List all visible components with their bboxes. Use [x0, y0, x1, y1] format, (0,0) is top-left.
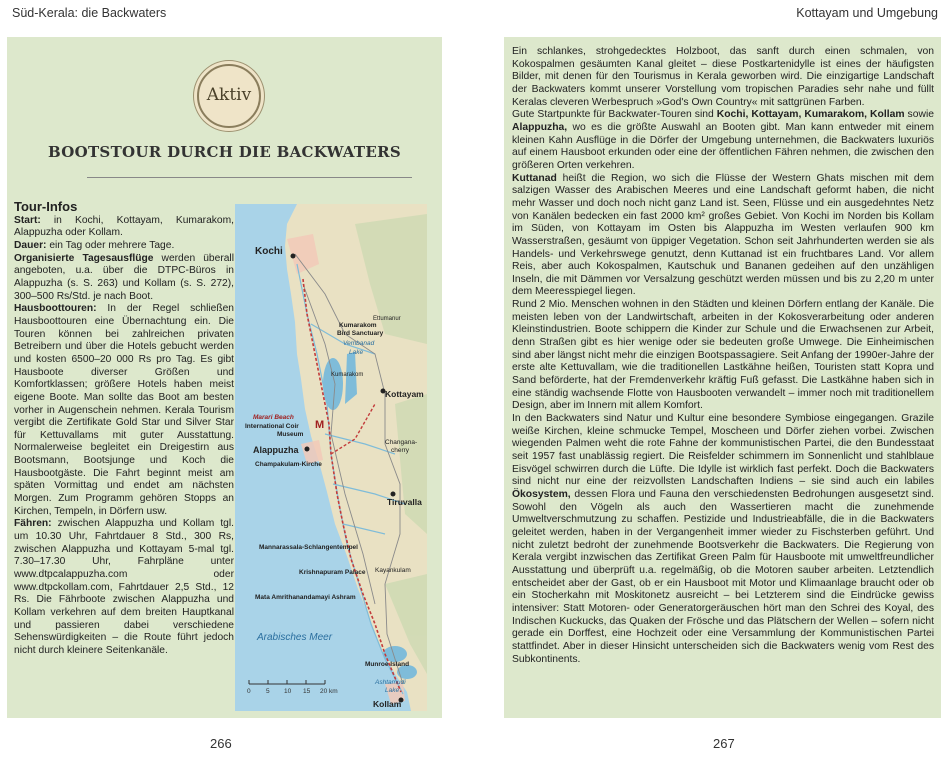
- scale-tick: 20 km: [320, 688, 338, 695]
- map-label-kochi: Kochi: [255, 246, 283, 257]
- map-label-vembanad: Vembanad: [343, 340, 375, 347]
- map-label-icm2: Museum: [277, 431, 304, 438]
- map-label-bird-sanctuary: Bird Sanctuary: [337, 330, 384, 337]
- page-number-right: 267: [713, 736, 735, 751]
- tour-dauer: Dauer: ein Tag oder mehrere Tage.: [14, 239, 175, 251]
- map-label-tiruvalla: Tiruvalla: [387, 497, 422, 507]
- map-label-alappuzha: Alappuzha: [253, 445, 299, 455]
- map-label-lake: Lake: [349, 349, 364, 356]
- page-number-left: 266: [210, 736, 232, 751]
- map-label-kumarakom-small: Kumarakom: [331, 372, 364, 378]
- map-label-mannarassala: Mannarassala-Schlangentempel: [259, 544, 358, 551]
- map-label-kayankulam: Kayankulam: [375, 567, 411, 574]
- map-label-ashtamudi: Ashtamudi: [375, 679, 406, 686]
- backwaters-map: [235, 204, 427, 711]
- map-label-changanacherry-1: Changana-: [385, 439, 418, 446]
- scale-tick: 10: [284, 688, 292, 695]
- tour-organisiert: Organisierte Tagesausflüge werden überall angeboten, u.a. über die DTPC-Büros in Alappuzha (s. S. 263) und Kollam (s. S. 272), 300–500 Rs/Std. je nach Boot.: [14, 252, 234, 302]
- map-label-kumarakom: Kumarakom: [339, 322, 377, 329]
- running-header-left: Süd-Kerala: die Backwaters: [12, 6, 167, 20]
- scale-tick: 5: [266, 688, 270, 695]
- paragraph-oekosystem: In den Backwaters sind Natur und Kultur eine besondere Symbiose eingegangen. Grazile weiße Kirchen, kleine schmucke Tempel, Moscheen und Dörfer ziehen vorbei. Zwischen wiegenden Palmen weht die rote Fahne der kommunistischen Partei, die den Bundesstaat seit 1957 fast unablässig regiert. Die Reisfelder schimmern im Sonnenlicht und stahlblaue Eisvögel schwirren durch die Lüfte. Die Idylle ist wirklich fast perfekt. Doch die Backwaters sind nicht nur eine der reizvollsten Landschaften Indiens – sie sind auch ein labiles Ökosystem, dessen Flora und Fauna den verschiedensten Bedrohungen ausgesetzt sind. Sowohl den Vögeln als auch den Wassertieren macht die zunehmende Umweltverschmutzung zu schaffen. Pestizide und Industrieabfälle, die in die Backwaters geleitet werden, haben in der Vergangenheit immer wieder zu Fischsterben geführt. Und nicht zuletzt bedroht der zunehmende Bootsverkehr die Backwaters. Die Regierung von Kerala vergibt inzwischen das Zertifikat Green Palm für Hausboote mit umweltfreundlicher Ausstattung und überprüft u.a. regelmäßig, ob die Motoren sauber arbeiten. Letztendlich entscheidet aber der Gast, ob er ein Hausboot mit Motor und Klimaanlage braucht oder ob ein Stocherkahn mit Moskitonetz ausreicht – bei Letzterem sind die Eindrücke gewiss intensiver: Statt Motoren- oder Generatorgeräuschen hört man den Schrei des Koyal, des Indischen Kuckucks, das Quaken der Frösche und das Plätschern der Wellen – sofern nicht gerade ein Dorffest, eine Hochzeit oder eine Versammlung der Kommunistischen Partei stattfindet. Aber in dieser Hinsicht unterscheiden sich die Backwaters wenig vom Rest des Subkontinents.: [512, 413, 934, 665]
- svg-text:M: M: [315, 419, 325, 431]
- scale-tick: 0: [247, 688, 251, 695]
- aktiv-box: [7, 37, 442, 718]
- map-label-champakulam: Champakulam-Kirche: [255, 461, 322, 468]
- paragraph-kuttanad: Kuttanad heißt die Region, wo sich die Flüsse der Western Ghats mischen mit dem salzigen Wasser des Arabischen Meeres und eine Landschaft geformt haben, die nicht mehr Wasser und doch noch nicht ganz Land ist. Seen, Flüsse und ein ausgedehntes Netz von Kanälen bedecken ein fast 2000 km² großes Gebiet. Von Kochi im Norden bis Kollam im Süden, von Kottayam im Osten bis Alappuzha im Westen verlaufen 900 km Wasserstraßen, gesäumt von üppiger Vegetation. Schon seit Jahrhunderten werden sie als Handels- und Verkehrswege genutzt, denn Kuttanad ist ein fruchtbares Land. Vor allem Reis, aber auch Kokospalmen, Kautschuk und Bananen gedeihen auf den unzähligen Inseln, die mit Dämmen vor Versalzung geschützt werden müssen und bis zu 2,20 m unter dem Meeresspiegel liegen.: [512, 172, 934, 298]
- main-text: [512, 46, 934, 666]
- section-title: BOOTSTOUR DURCH DIE BACKWATERS: [47, 143, 401, 161]
- running-header-right: Kottayam und Umgebung: [796, 6, 938, 20]
- map-label-ashtamudi-lake: Lake: [385, 687, 400, 694]
- tour-infos: [14, 201, 234, 658]
- paragraph-intro: Ein schlankes, strohgedecktes Holzboot, das sanft durch einen schmalen, von Kokospalmen gesäumten Kanal gleitet – diese Postkartenidylle ist eines der häufigsten Bilder, mit denen für den Tourismus in Kerala geworben wird. Die einzigartige Landschaft der Backwaters kommt unserer Vorstellung vom tropischen Paradies sehr nahe und füllt Keralas cleveren Werbespruch »God's Own Country« mit sattgrünen Farben.: [512, 46, 934, 108]
- tour-faehren: Fähren: zwischen Alappuzha und Kollam tgl. um 10.30 Uhr, Fahrtdauer 8 Std., 300 Rs, zwischen Alappuzha und Kottayam 5-mal tgl. 7.30–17.30 Uhr, Fahrpläne unter www.dtpcalappuzha.com oder www.dtpckollam.com, Fahrtdauer 2,5 Std., 12 Rs. Die Fährboote zwischen Alappuzha und Kollam verkehren auf dem breiten Hauptkanal und passieren dabei verschiedene Sehenswürdigkeiten – die Route führt jedoch nicht durch kleinere Seitenkanäle.: [14, 518, 234, 656]
- map-label-marari: Marari Beach: [253, 414, 294, 421]
- paragraph-startpunkte: Gute Startpunkte für Backwater-Touren sind Kochi, Kottayam, Kumarakom, Kollam sowie Alappuzha, wo es die größte Auswahl an Booten gibt. Man kann entweder mit einem kleinen Kahn Ausflüge in die Dörfer der Umgebung unternehmen, die Backwaters luxuriös auf einem Hausboot erkunden oder eine der öffentlichen Fähren nehmen, die zwischen den größeren Orten verkehren.: [512, 109, 934, 171]
- map-label-icm1: International Coir: [245, 423, 299, 430]
- aktiv-badge: [197, 64, 261, 128]
- main-text-box: [504, 37, 941, 718]
- tour-start: Start: in Kochi, Kottayam, Kumarakom, Alappuzha oder Kollam.: [14, 214, 234, 239]
- scale-tick: 15: [303, 688, 311, 695]
- map-label-sea: Arabisches Meer: [257, 632, 333, 643]
- map-label-kottayam: Kottayam: [385, 389, 424, 399]
- aktiv-badge-label: Aktiv: [206, 85, 252, 105]
- map-label-munroe: Munroe Island: [365, 661, 410, 668]
- tour-infos-heading: Tour-Infos: [14, 199, 78, 214]
- map-label-krishnapuram: Krishnapuram Palace: [299, 569, 366, 576]
- map-label-changanacherry-2: cherry: [391, 447, 410, 454]
- map-label-mata: Mata Amrithanandamayi Ashram: [255, 594, 356, 601]
- tour-hausboot: Hausboottouren: In der Regel schließen Hausboottouren eine Übernachtung ein. Die Touren können bei zahlreichen privaten Betreibern und über die Hotels gebucht werden und kosten 6500–20 000 Rs pro Tag. Es gibt Hausboote diverser Größen und Komfortklassen; größere Hotels haben meist eigene Boote. Man sollte das Boot am besten vorher in Augenschein nehmen. Kerala Tourism vergibt die Zertifikate Gold Star und Silver Star für Kettuvallams mit guter Ausstattung. Normalerweise begleitet ein Dreigestirn aus Bootsmann, Bootsjunge und Koch die Hausbootgäste. Die Fahrt beginnt meist am späten Vormittag und endet am nächsten Morgen. Zum Programm gehören Stopps an Kirchen, Tempeln, in Dörfern usw.: [14, 303, 234, 517]
- paragraph-bevoelkerung: Rund 2 Mio. Menschen wohnen in den Städten und kleinen Dörfern entlang der Kanäle. Die meisten leben von der Landwirtschaft, arbeiten in der Kokosverarbeitung oder anderen Kleinstindustrien. Boote schippern die Kinder zur Schule und die Erwachsenen zur Arbeit, denn Straßen gibt es hier wenige oder sie bedeuten große Umwege. Die Einheimischen sind aber längst nicht mehr die einzigen Bootspassagiere. Seit Anfang der 1990er-Jahre der erste alte Kettuvallam, wie die traditionellen Lastkähne heißen, Touristen statt Kopra und Sand beförderte, hat der Fremdenverkehr kräftig Fuß gefasst. Die Lastkähne haben sich in eine ständig wachsende Flotte von Hausbooten verwandelt – immer noch mit traditionellem Design, aber im Innern mit allem Komfort.: [512, 299, 934, 412]
- title-divider: [87, 177, 412, 178]
- map-label-kollam: Kollam: [373, 699, 402, 709]
- map-label-ettumanur: Ettumanur: [373, 316, 401, 322]
